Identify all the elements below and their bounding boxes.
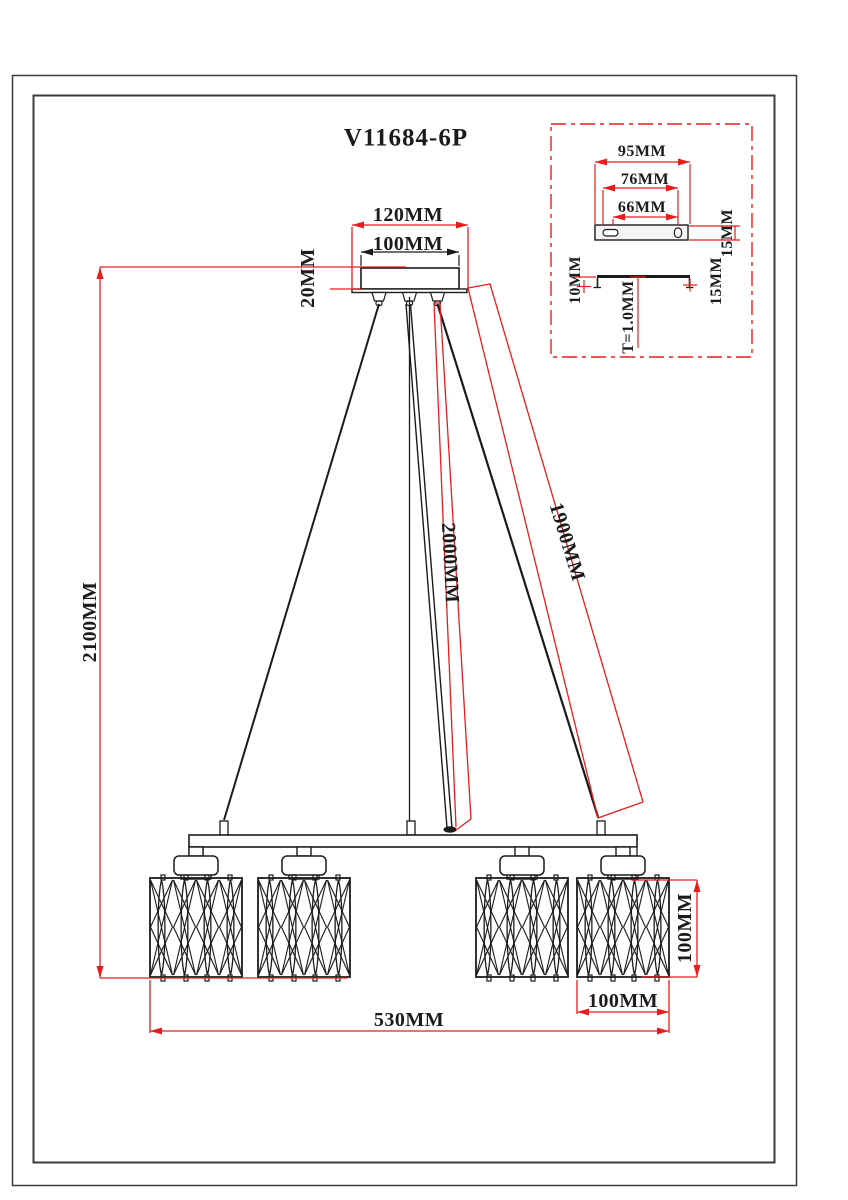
detail-label-bracket-depth: 15MM	[719, 208, 736, 258]
bracket-profile-view	[594, 277, 694, 288]
dimension-label-shade-width: 100MM	[587, 990, 659, 1012]
detail-label-bracket-slot-spacing: 66MM	[617, 199, 667, 216]
dimension-label-canopy-outer-width: 120MM	[372, 204, 444, 226]
dimension-label-canopy-height: 20MM	[297, 248, 319, 308]
dimension-label-outer-wire: 1900MM	[544, 500, 590, 584]
drawing-title: V11684-6P	[343, 124, 469, 152]
suspension-wires	[224, 297, 598, 833]
dimension-label-fixture-width: 530MM	[373, 1009, 445, 1031]
bracket-top-view	[595, 225, 688, 240]
dimension-label-shade-height: 100MM	[674, 892, 696, 964]
detail-label-profile-left-height: 10MM	[567, 255, 584, 305]
detail-label-bracket-outer-width: 95MM	[617, 143, 667, 160]
detail-label-material-thickness: T=1.0MM	[620, 280, 637, 354]
dimension-leader-wire-1900	[468, 284, 643, 818]
dimension-line-overall-2100	[100, 267, 406, 978]
dimension-label-overall-drop: 2100MM	[79, 581, 101, 663]
chandelier-ring-bar	[189, 821, 637, 856]
crystal-shades	[150, 875, 669, 981]
detail-label-bracket-hole-spacing: 76MM	[620, 171, 670, 188]
dimension-label-center-wire: 2000MM	[436, 522, 464, 604]
detail-label-profile-right-height: 15MM	[708, 256, 725, 306]
lamp-sockets	[174, 847, 645, 879]
dimension-label-canopy-inner-width: 100MM	[372, 233, 444, 255]
